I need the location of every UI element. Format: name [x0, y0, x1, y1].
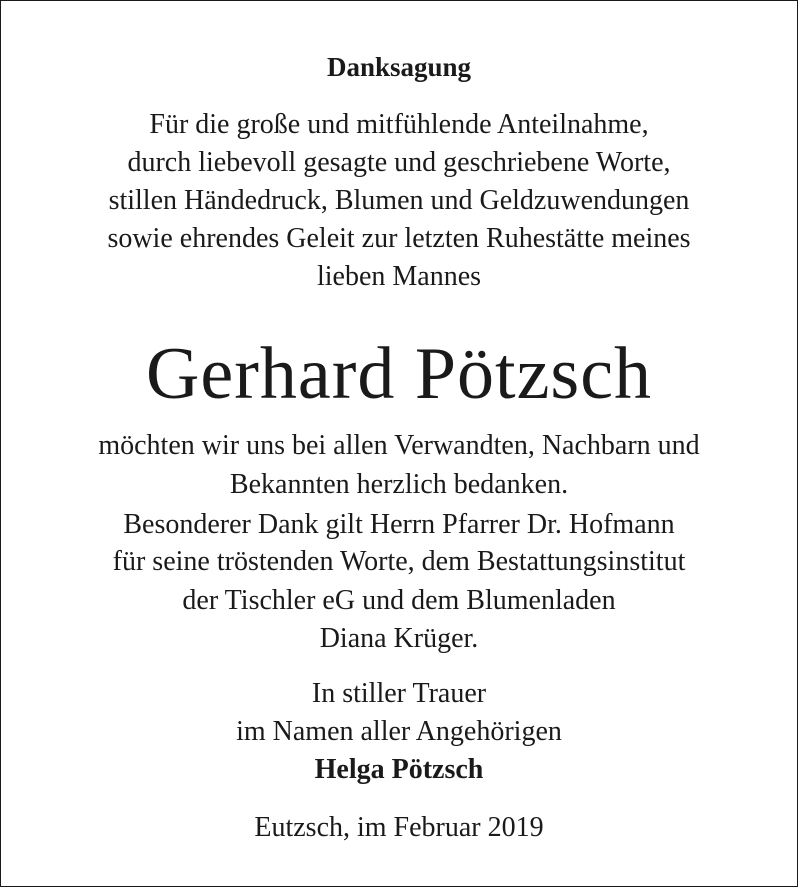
- thanks-line-2: Bekannten herzlich bedanken.: [229, 469, 569, 500]
- closing-line-1: In stiller Trauer: [311, 678, 487, 709]
- thanks-line-1: möchten wir uns bei allen Verwandten, Nachbarn und: [98, 430, 700, 461]
- intro-line-5: lieben Mannes: [316, 261, 482, 292]
- thanks-line-6: Diana Krüger.: [319, 623, 479, 654]
- deceased-name: Gerhard Pötzsch: [145, 333, 653, 415]
- closing-line-2: im Namen aller Angehörigen: [236, 716, 562, 747]
- thanks-line-3: Besonderer Dank gilt Herrn Pfarrer Dr. Hofmann: [123, 509, 675, 540]
- signer-name: Helga Pötzsch: [314, 754, 484, 785]
- notice-heading: Danksagung: [326, 52, 472, 82]
- thanks-line-4: für seine tröstenden Worte, dem Bestattungsinstitut: [112, 546, 686, 577]
- intro-line-4: sowie ehrendes Geleit zur letzten Ruhestätte meines: [107, 223, 691, 254]
- place-date: Eutzsch, im Februar 2019: [254, 812, 544, 843]
- intro-line-1: Für die große und mitfühlende Anteilnahme,: [149, 109, 649, 140]
- thanks-line-5: der Tischler eG und dem Blumenladen: [182, 585, 616, 616]
- intro-line-2: durch liebevoll gesagte und geschriebene Worte,: [127, 147, 671, 178]
- intro-line-3: stillen Händedruck, Blumen und Geldzuwendungen: [108, 185, 690, 216]
